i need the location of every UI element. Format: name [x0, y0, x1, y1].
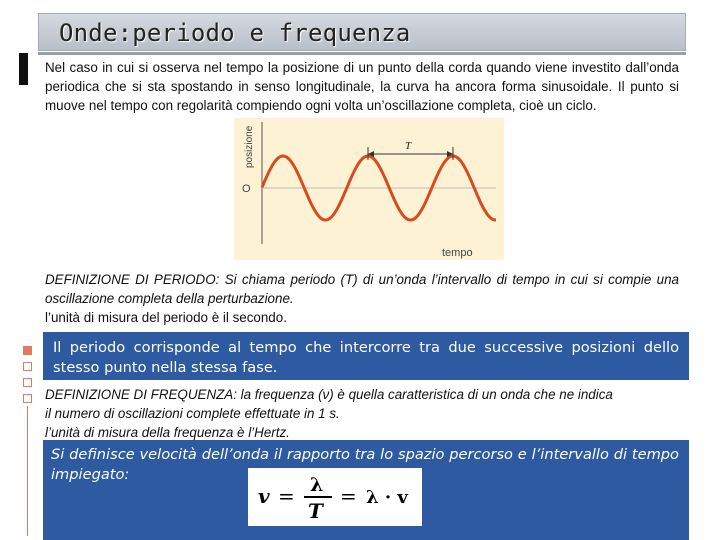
y-axis-label: posizione — [244, 125, 255, 168]
period-highlight-box: Il periodo corrisponde al tempo che intercorre tra due successive posizioni dello stesso punto nella stessa fase. — [43, 332, 689, 380]
slide-title: Onde:periodo e frequenza — [59, 19, 411, 47]
origin-label: O — [242, 183, 251, 195]
frequency-definition-line1: DEFINIZIONE DI FREQUENZA: la frequenza (ν) è quella caratteristica di un onda che ne indica — [45, 387, 613, 402]
side-square — [23, 362, 32, 371]
wave-figure — [234, 118, 504, 260]
side-line — [27, 406, 28, 536]
formula-lhs: v — [258, 484, 270, 508]
side-square — [23, 378, 32, 387]
decorative-bracket — [19, 53, 28, 85]
title-bar — [38, 13, 686, 51]
figure-background — [234, 118, 504, 260]
frequency-unit-text: l’unità di misura della frequenza è l’Hertz. — [45, 425, 290, 440]
intro-paragraph: Nel caso in cui si osserva nel tempo la posizione di un punto della corda quando viene investito dall’onda periodica che si sta spostando in senso longitudinale, la curva ha ancora forma sinusoidale. Il punto si muove nel tempo con regolarità compiendo ogni volta un’oscillazione completa, cioè un ciclo. — [45, 60, 679, 113]
period-definition — [45, 270, 679, 327]
period-definition-text: DEFINIZIONE DI PERIODO: Si chiama periodo (T) di un’onda l’intervallo di tempo in cui si compie una oscillazione completa della perturbazione. — [45, 272, 679, 306]
formula-equals: = — [278, 484, 295, 508]
title-rule — [38, 52, 686, 55]
formula-numerator: λ — [310, 474, 324, 496]
side-square — [23, 346, 32, 355]
formula-equals-2: = — [340, 484, 357, 508]
formula-denominator: T — [308, 499, 323, 523]
period-unit-text: l’unità di misura del periodo è il secondo. — [45, 310, 287, 325]
x-axis-label: tempo — [442, 247, 473, 259]
side-square — [23, 394, 32, 403]
velocity-text: Si definisce velocità dell’onda il rapporto tra lo spazio percorso e l’intervallo di tempo impiegato: — [51, 446, 679, 483]
velocity-formula — [248, 468, 422, 526]
formula-rhs: λ · v — [366, 487, 408, 508]
period-label: T — [405, 140, 412, 152]
frequency-definition-line2: il numero di oscillazioni complete effettuate in 1 s. — [45, 406, 340, 421]
frequency-definition — [45, 385, 681, 442]
